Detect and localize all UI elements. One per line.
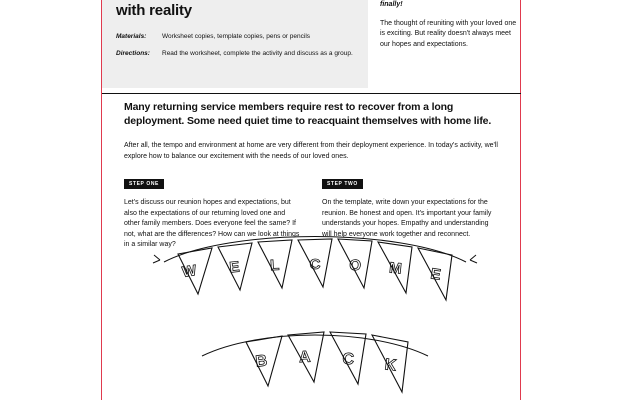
- svg-text:C: C: [309, 256, 321, 273]
- header-band: [102, 0, 521, 88]
- svg-text:O: O: [348, 256, 362, 275]
- svg-text:C: C: [342, 350, 355, 369]
- svg-text:K: K: [383, 356, 398, 375]
- meta-row-materials: [116, 32, 354, 42]
- sidebar-lead: finally!: [380, 1, 403, 8]
- body-section: [124, 100, 500, 162]
- section-intro: After all, the tempo and environment at home are very different from their deployment experience. In today's activity, we'll explore how to balance our excitement with the needs of our loved ones.: [124, 142, 498, 160]
- svg-text:E: E: [429, 265, 442, 284]
- sidebar-note: [380, 0, 521, 50]
- meta-row-directions: [116, 49, 354, 59]
- meta-value-directions: Read the worksheet, complete the activity and discuss as a group.: [162, 50, 353, 57]
- meta-label-materials: Materials:: [116, 33, 147, 40]
- title-panel: [102, 0, 368, 88]
- section-headline: Many returning service members require rest to recover from a long deployment. Some need quiet time to reacquaint themselves with home life.: [124, 101, 492, 127]
- page-title: with reality: [116, 2, 192, 19]
- svg-text:E: E: [228, 258, 241, 277]
- svg-text:L: L: [269, 256, 280, 275]
- step-one-badge: STEP ONE: [124, 179, 164, 190]
- step-two-text: On the template, write down your expectations for the reunion. Be honest and open. It's important your family understands your hopes. Empathy and understanding will help everyone work together and reconnect.: [322, 199, 492, 238]
- svg-text:A: A: [298, 348, 311, 367]
- sidebar-paragraph: The thought of reuniting with your loved one is exciting. But reality doesn't always meet our hopes and expectations.: [380, 19, 517, 48]
- meta-value-materials: Worksheet copies, template copies, pens or pencils: [162, 33, 311, 40]
- section-divider: [102, 93, 521, 94]
- welcome-back-banner-illustration: [150, 236, 480, 400]
- svg-text:W: W: [180, 262, 198, 282]
- meta-list: [116, 32, 354, 59]
- step-one-text: Let's discuss our reunion hopes and expectations, but also the expectations of our returning loved one and other family members. Does everyone feel the same? If not, what are the differences? How can we look at things in a similar way?: [124, 199, 300, 248]
- svg-text:B: B: [254, 352, 269, 371]
- svg-text:M: M: [388, 259, 403, 278]
- meta-label-directions: Directions:: [116, 50, 150, 57]
- step-two-badge: STEP TWO: [322, 179, 363, 190]
